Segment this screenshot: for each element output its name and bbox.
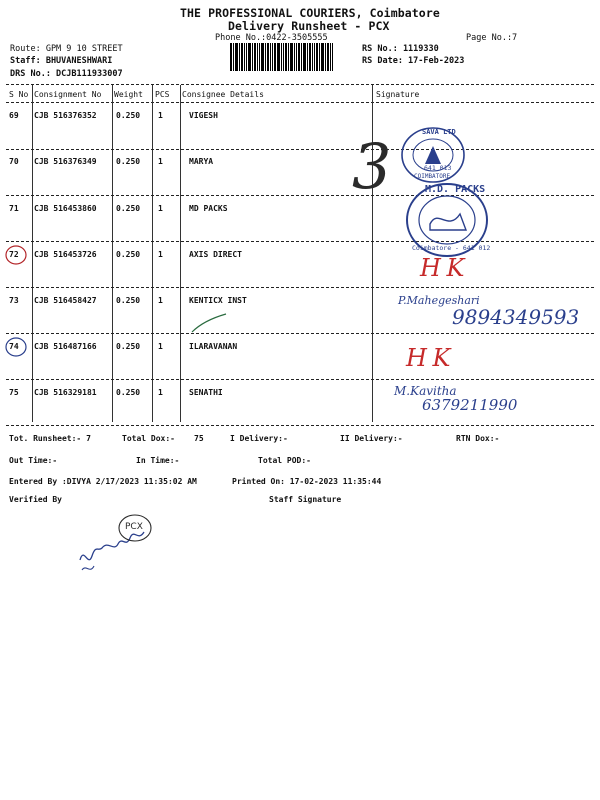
row-weight: 0.250 bbox=[116, 250, 141, 259]
row-weight: 0.250 bbox=[116, 342, 141, 351]
row-separator bbox=[6, 241, 594, 242]
row-consignee: VIGESH bbox=[189, 111, 218, 120]
row-separator bbox=[6, 379, 594, 380]
page-number: Page No.:7 bbox=[466, 33, 518, 43]
handwritten-name-75: M.Kavitha bbox=[394, 384, 457, 398]
header-bottom-rule bbox=[6, 102, 594, 103]
row-separator bbox=[6, 425, 594, 426]
rtn-dox: RTN Dox:- bbox=[456, 434, 500, 443]
row-consignee: KENTICX INST bbox=[189, 296, 247, 305]
staff-label: Staff: BHUVANESHWARI bbox=[10, 56, 113, 66]
col-divider-1 bbox=[32, 85, 33, 422]
company-title: THE PROFESSIONAL COURIERS, Coimbatore bbox=[180, 6, 440, 20]
row-consignee: MD PACKS bbox=[189, 204, 228, 213]
row-pcs: 1 bbox=[158, 111, 163, 120]
total-dox-value: 75 bbox=[194, 434, 204, 443]
row-pcs: 1 bbox=[158, 204, 163, 213]
handwritten-phone-75: 6379211990 bbox=[422, 396, 518, 414]
row-weight: 0.250 bbox=[116, 111, 141, 120]
i-delivery: I Delivery:- bbox=[230, 434, 288, 443]
stamp2-bottom-text: Coimbatore - 641 012 bbox=[412, 244, 491, 252]
stamp1-bottom-text: COIMBATORE bbox=[414, 173, 451, 180]
col-header-pcs: PCS bbox=[155, 90, 170, 99]
col-divider-4 bbox=[180, 85, 181, 422]
handwritten-name-73: P.Mahegeshari bbox=[398, 294, 480, 307]
out-time: Out Time:- bbox=[9, 456, 58, 465]
col-divider-3 bbox=[152, 85, 153, 422]
stamp1-top-text: SAVA LTD bbox=[422, 128, 456, 136]
row-pcs: 1 bbox=[158, 388, 163, 397]
row-weight: 0.250 bbox=[116, 296, 141, 305]
row-separator bbox=[6, 333, 594, 334]
verified-by: Verified By bbox=[9, 495, 62, 504]
circle-mark-72 bbox=[4, 244, 30, 268]
row-consignment: CJB 516458427 bbox=[34, 296, 97, 305]
row-consignee: AXIS DIRECT bbox=[189, 250, 242, 259]
ii-delivery: II Delivery:- bbox=[340, 434, 403, 443]
pcx-stamp-text: PCX bbox=[125, 522, 143, 532]
col-header-signature: Signature bbox=[376, 90, 420, 99]
row-sno: 74 bbox=[9, 342, 19, 351]
runsheet-subtitle: Delivery Runsheet - PCX bbox=[228, 19, 390, 33]
row-consignment: CJB 516453726 bbox=[34, 250, 97, 259]
row-consignment: CJB 516329181 bbox=[34, 388, 97, 397]
handwritten-phone-73: 9894349593 bbox=[452, 305, 580, 329]
phone-number: Phone No.:0422-3505555 bbox=[215, 33, 328, 43]
row-sno: 73 bbox=[9, 296, 19, 305]
row-consignment: CJB 516487166 bbox=[34, 342, 97, 351]
row-separator bbox=[6, 195, 594, 196]
row-separator bbox=[6, 287, 594, 288]
col-header-consignment: Consignment No bbox=[34, 90, 102, 99]
drs-number: DRS No.: DCJB111933007 bbox=[10, 69, 123, 79]
col-header-sno: S No bbox=[9, 90, 29, 99]
staff-signature: Staff Signature bbox=[269, 495, 342, 504]
row-consignment: CJB 516453860 bbox=[34, 204, 97, 213]
row-weight: 0.250 bbox=[116, 157, 141, 166]
row-weight: 0.250 bbox=[116, 204, 141, 213]
route-label: Route: GPM 9 10 STREET bbox=[10, 44, 123, 54]
col-header-consignee: Consignee Details bbox=[182, 90, 264, 99]
row-sno: 70 bbox=[9, 157, 19, 166]
entered-by: Entered By :DIVYA 2/17/2023 11:35:02 AM bbox=[9, 477, 197, 486]
row-pcs: 1 bbox=[158, 250, 163, 259]
row-separator bbox=[6, 149, 594, 150]
col-header-weight: Weight bbox=[114, 90, 143, 99]
row-consignee: SENATHI bbox=[189, 388, 223, 397]
rs-date: RS Date: 17-Feb-2023 bbox=[362, 56, 465, 66]
row-sno: 75 bbox=[9, 388, 19, 397]
in-time: In Time:- bbox=[136, 456, 180, 465]
printed-on: Printed On: 17-02-2023 11:35:44 bbox=[232, 477, 382, 486]
row-weight: 0.250 bbox=[116, 388, 141, 397]
row-sno: 71 bbox=[9, 204, 19, 213]
col-divider-2 bbox=[112, 85, 113, 422]
row-pcs: 1 bbox=[158, 296, 163, 305]
row-pcs: 1 bbox=[158, 157, 163, 166]
row-consignment: CJB 516376349 bbox=[34, 157, 97, 166]
tot-runsheet: Tot. Runsheet:- 7 bbox=[9, 434, 91, 443]
circle-mark-74 bbox=[4, 336, 30, 360]
stamp1-mid-text: 641 013 bbox=[424, 164, 452, 172]
row-pcs: 1 bbox=[158, 342, 163, 351]
row-sno: 72 bbox=[9, 250, 19, 259]
handwritten-mark-3: 3 bbox=[352, 130, 392, 203]
tick-mark bbox=[190, 312, 230, 336]
handwritten-hk-72: H K bbox=[420, 254, 464, 282]
total-dox-label: Total Dox:- bbox=[122, 434, 175, 443]
row-consignee: MARYA bbox=[189, 157, 214, 166]
row-consignee: ILARAVANAN bbox=[189, 342, 238, 351]
total-pod: Total POD:- bbox=[258, 456, 311, 465]
row-sno: 69 bbox=[9, 111, 19, 120]
handwritten-hk-74: H K bbox=[406, 344, 450, 372]
row-consignment: CJB 516376352 bbox=[34, 111, 97, 120]
rs-number: RS No.: 1119330 bbox=[362, 44, 439, 54]
barcode bbox=[230, 43, 353, 71]
stamp2-top-text: M.D. PACKS bbox=[425, 184, 486, 195]
table-top-rule bbox=[6, 84, 594, 85]
